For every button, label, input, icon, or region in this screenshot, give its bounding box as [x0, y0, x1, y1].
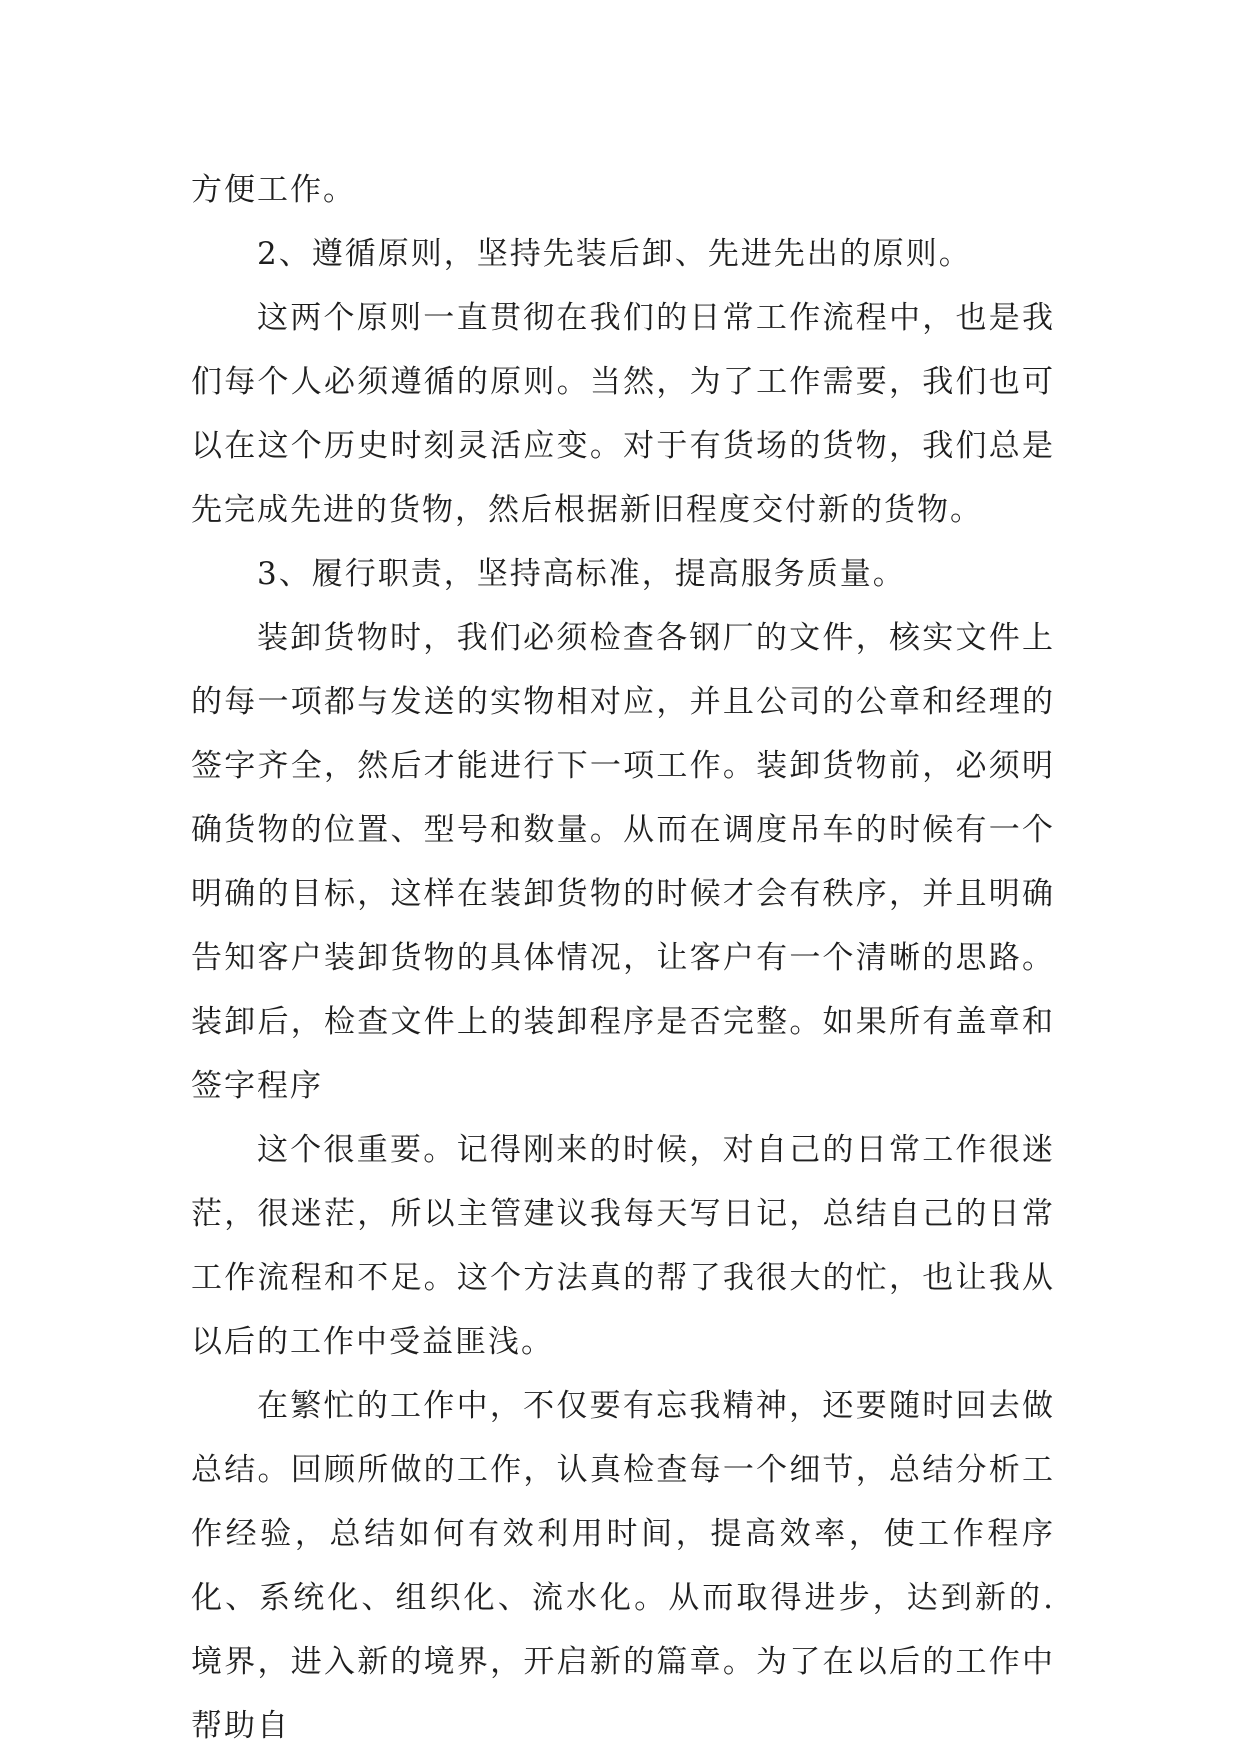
paragraph-5: 装卸货物时，我们必须检查各钢厂的文件，核实文件上的每一项都与发送的实物相对应，并且公司的公章和经理的签字齐全，然后才能进行下一项工作。装卸货物前，必须明确货物的位置、型号和数量。从而在调度吊车的时候有一个明确的目标，这样在装卸货物的时候才会有秩序，并且明确告知客户装卸货物的具体情况，让客户有一个清晰的思路。装卸后，检查文件上的装卸程序是否完整。如果所有盖章和签字程序 [191, 620, 1055, 1104]
paragraph-1: 方便工作。 [191, 172, 356, 208]
paragraph-4: 3、履行职责，坚持高标准，提高服务质量。 [257, 556, 906, 592]
paragraph-3: 这两个原则一直贯彻在我们的日常工作流程中，也是我们每个人必须遵循的原则。当然，为了工作需要，我们也可以在这个历史时刻灵活应变。对于有货场的货物，我们总是先完成先进的货物，然后根据新旧程度交付新的货物。 [191, 300, 1055, 528]
paragraph-6: 这个很重要。记得刚来的时候，对自己的日常工作很迷茫，很迷茫，所以主管建议我每天写日记，总结自己的日常工作流程和不足。这个方法真的帮了我很大的忙，也让我从以后的工作中受益匪浅。 [191, 1132, 1055, 1360]
paragraph-2: 2、遵循原则，坚持先装后卸、先进先出的原则。 [257, 236, 972, 272]
document-body [191, 158, 1055, 1758]
paragraph-7: 在繁忙的工作中，不仅要有忘我精神，还要随时回去做总结。回顾所做的工作，认真检查每一个细节，总结分析工作经验，总结如何有效利用时间，提高效率，使工作程序化、系统化、组织化、流水化。从而取得进步，达到新的.境界，进入新的境界，开启新的篇章。为了在以后的工作中帮助自 [191, 1388, 1055, 1744]
